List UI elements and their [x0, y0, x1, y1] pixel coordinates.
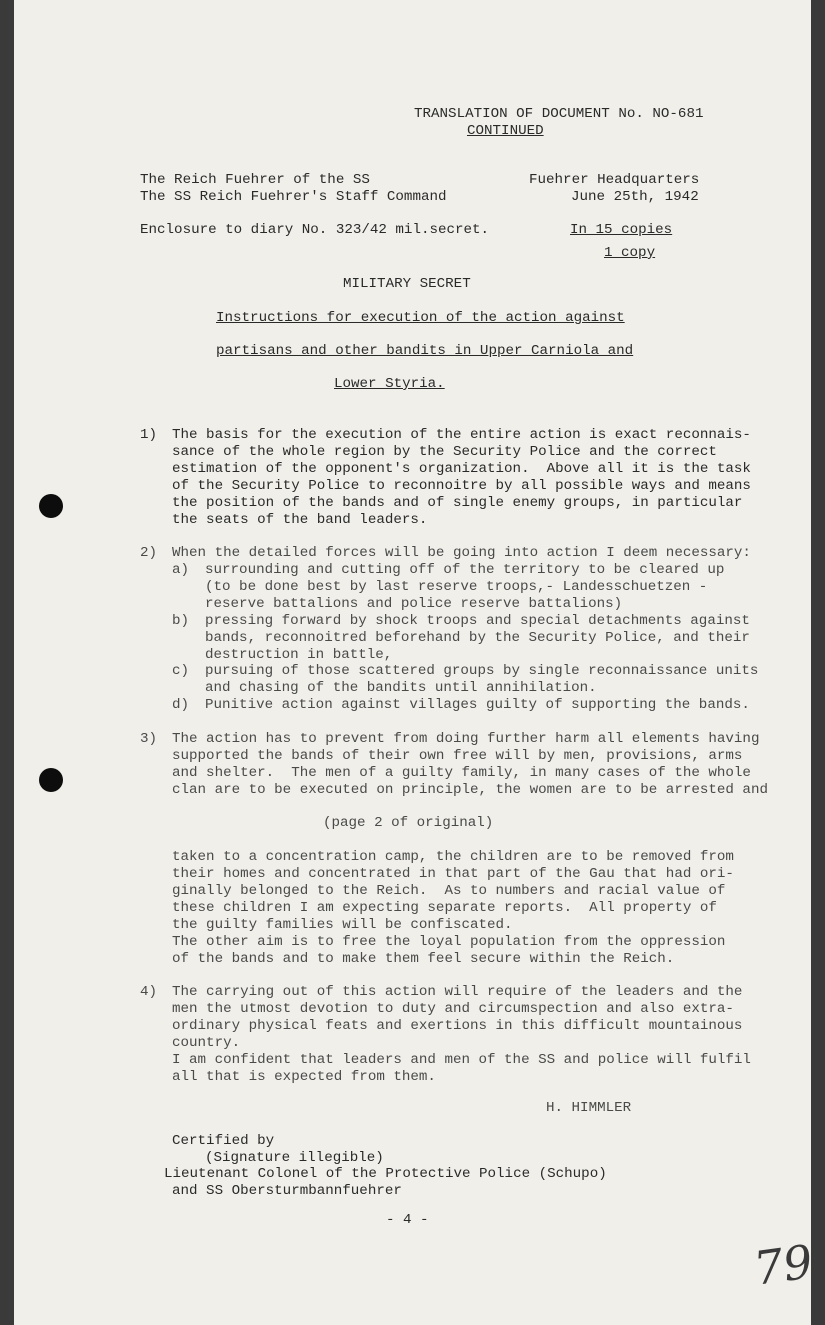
- section-line: the seats of the band leaders.: [172, 512, 428, 528]
- section-line: of the bands and to make them feel secure within the Reich.: [172, 951, 675, 967]
- section-line: and shelter. The men of a guilty family, in many cases of the whole: [172, 765, 751, 781]
- item-line: and chasing of the bandits until annihilation.: [205, 680, 597, 696]
- section-number: 3): [140, 731, 158, 747]
- page-note: (page 2 of original): [323, 815, 494, 831]
- certified-by: Certified by: [172, 1133, 275, 1149]
- section-line: estimation of the opponent's organization. Above all it is the task: [172, 461, 751, 477]
- document-title: TRANSLATION OF DOCUMENT No. NO-681: [414, 106, 704, 122]
- certifier-title: Lieutenant Colonel of the Protective Police (Schupo): [164, 1166, 607, 1182]
- section-line: country.: [172, 1035, 241, 1051]
- section-line: I am confident that leaders and men of the SS and police will fulfil: [172, 1052, 751, 1068]
- section-line: ordinary physical feats and exertions in this difficult mountainous: [172, 1018, 743, 1034]
- page-number: - 4 -: [386, 1212, 429, 1228]
- section-intro: When the detailed forces will be going into action I deem necessary:: [172, 545, 751, 561]
- item-label: c): [172, 663, 190, 679]
- section-number: 1): [140, 427, 158, 443]
- item-line: (to be done best by last reserve troops,- Landesschuetzen -: [205, 579, 708, 595]
- item-line: pursuing of those scattered groups by single reconnaissance units: [205, 663, 759, 679]
- item-label: d): [172, 697, 190, 713]
- section-number: 4): [140, 984, 158, 1000]
- item-line: surrounding and cutting off of the territory to be cleared up: [205, 562, 725, 578]
- section-line: supported the bands of their own free will by men, provisions, arms: [172, 748, 743, 764]
- section-line: The action has to prevent from doing further harm all elements having: [172, 731, 760, 747]
- punch-hole: [39, 768, 63, 792]
- section-line: men the utmost devotion to duty and circumspection and also extra-: [172, 1001, 734, 1017]
- item-line: pressing forward by shock troops and special detachments against: [205, 613, 750, 629]
- copy-line: 1 copy: [604, 245, 656, 261]
- enclosure-line: Enclosure to diary No. 323/42 mil.secret.: [140, 222, 490, 238]
- copies-line: In 15 copies: [570, 222, 673, 238]
- section-line: The basis for the execution of the entire action is exact reconnais-: [172, 427, 751, 443]
- item-line: destruction in battle,: [205, 647, 393, 663]
- section-number: 2): [140, 545, 158, 561]
- continued-label: CONTINUED: [467, 123, 544, 139]
- subject-line-3: Lower Styria.: [334, 376, 445, 392]
- section-line: clan are to be executed on principle, the women are to be arrested and: [172, 782, 768, 798]
- handwritten-folio-number: 79: [750, 1234, 817, 1296]
- signature-illegible: (Signature illegible): [205, 1150, 384, 1166]
- item-label: b): [172, 613, 190, 629]
- classification: MILITARY SECRET: [343, 276, 471, 292]
- sender-line-2: The SS Reich Fuehrer's Staff Command: [140, 189, 447, 205]
- punch-hole: [39, 494, 63, 518]
- date-line: June 25th, 1942: [571, 189, 699, 205]
- certifier-rank: and SS Obersturmbannfuehrer: [172, 1183, 402, 1199]
- document-page: [14, 0, 817, 1325]
- item-line: Punitive action against villages guilty of supporting the bands.: [205, 697, 750, 713]
- place-line: Fuehrer Headquarters: [529, 172, 700, 188]
- section-line: the position of the bands and of single enemy groups, in particular: [172, 495, 743, 511]
- section-line: ginally belonged to the Reich. As to numbers and racial value of: [172, 883, 726, 899]
- section-line: these children I am expecting separate reports. All property of: [172, 900, 717, 916]
- section-line: the guilty families will be confiscated.: [172, 917, 513, 933]
- section-line: all that is expected from them.: [172, 1069, 436, 1085]
- section-line: sance of the whole region by the Security Police and the correct: [172, 444, 717, 460]
- section-line: of the Security Police to reconnoitre by all possible ways and means: [172, 478, 751, 494]
- section-line: taken to a concentration camp, the children are to be removed from: [172, 849, 734, 865]
- item-line: bands, reconnoitred beforehand by the Security Police, and their: [205, 630, 750, 646]
- subject-line-1: Instructions for execution of the action against: [216, 310, 625, 326]
- item-line: reserve battalions and police reserve battalions): [205, 596, 623, 612]
- sender-line-1: The Reich Fuehrer of the SS: [140, 172, 370, 188]
- subject-line-2: partisans and other bandits in Upper Carniola and: [216, 343, 634, 359]
- item-label: a): [172, 562, 190, 578]
- section-line: The other aim is to free the loyal population from the oppression: [172, 934, 726, 950]
- section-line: their homes and concentrated in that part of the Gau that had ori-: [172, 866, 734, 882]
- section-line: The carrying out of this action will require of the leaders and the: [172, 984, 743, 1000]
- signature: H. HIMMLER: [546, 1100, 632, 1116]
